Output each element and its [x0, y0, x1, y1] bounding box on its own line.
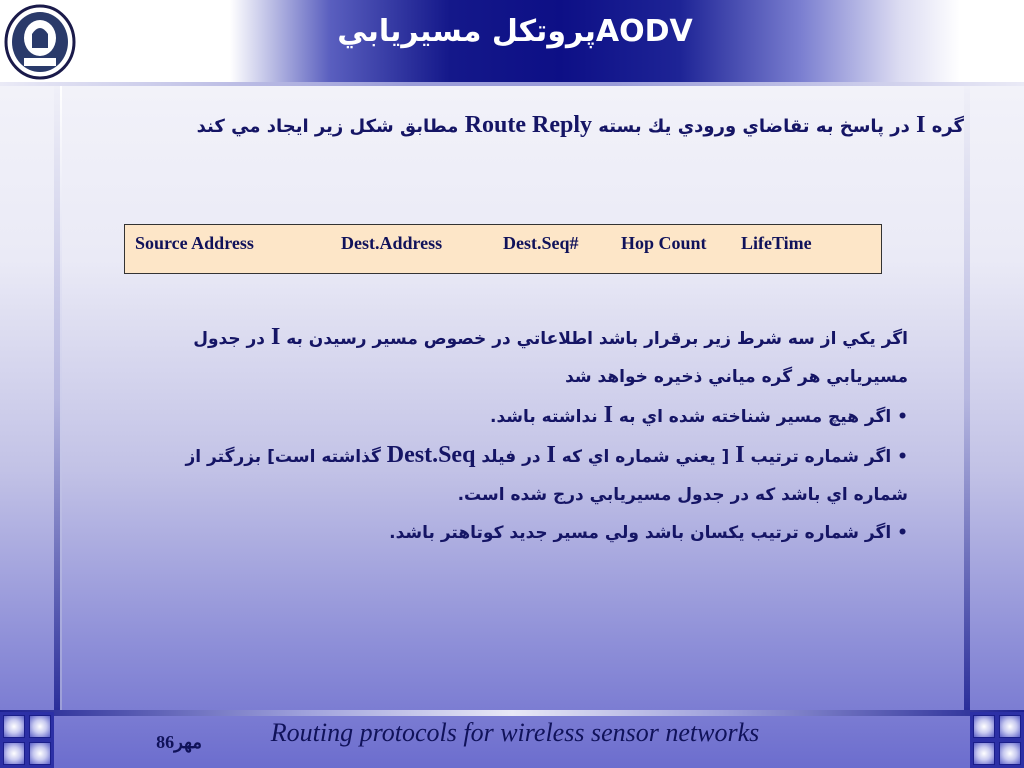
- intro-part3: مطابق شكل زير ايجاد مي كند: [196, 116, 465, 137]
- intro-part2: در پاسخ به تقاضاي ورودي يك بسته: [592, 116, 917, 137]
- bullet2-b: [ يعني شماره اي كه: [555, 447, 736, 467]
- ornament-tile: [999, 742, 1021, 765]
- para1-a: اگر يكي از سه شرط زير برقرار باشد اطلاعاتي در خصوص مسير رسيدن به: [280, 329, 908, 349]
- footer-page-number: مهر86: [156, 732, 202, 752]
- field-dest-address: Dest.Address: [341, 233, 443, 253]
- ornament-tile: [3, 715, 25, 738]
- route-reply-packet-format: [124, 224, 882, 274]
- field-lifetime: LifeTime: [741, 233, 812, 253]
- bullet1-a: • اگر هيچ مسير شناخته شده اي به: [612, 407, 908, 427]
- ornament-tile: [973, 742, 995, 765]
- bullet2-field: Dest.Seq: [386, 442, 476, 468]
- para1-i: I: [270, 324, 281, 350]
- ornament-tile: [3, 742, 25, 765]
- condition-intro: [148, 318, 908, 396]
- footer-title: Routing protocols for wireless sensor networks: [270, 718, 760, 747]
- field-dest-seq: Dest.Seq#: [503, 233, 579, 253]
- field-source-address: Source Address: [135, 233, 254, 253]
- intro-text: [150, 112, 964, 139]
- ornament-tile: [999, 715, 1021, 738]
- slide-title: AODVپروتکل مسيريابي: [337, 14, 693, 49]
- ornament-tile: [973, 715, 995, 738]
- footer-ornament-right: [970, 712, 1024, 768]
- intro-part1: گره: [925, 116, 964, 137]
- bullet-2: [148, 436, 908, 514]
- bullet-3: [148, 514, 908, 552]
- ornament-tile: [29, 715, 51, 738]
- university-emblem-icon: [4, 4, 76, 80]
- intro-packet-name: Route Reply: [464, 112, 593, 138]
- bullet-1: [148, 396, 908, 436]
- field-hop-count: Hop Count: [621, 233, 707, 253]
- bullet2-d: گذاشته است] بزرگتر از شماره اي باشد كه در جدول مسيريابي درج شده است.: [185, 447, 908, 505]
- bullet2-i: I: [735, 442, 745, 468]
- right-border-bar: [964, 86, 970, 710]
- para1-b: در جدول مسيريابي هر گره مياني ذخيره خواهد شد: [193, 329, 908, 387]
- header-divider: [0, 82, 1024, 86]
- header-band: [0, 0, 1024, 86]
- bullet2-i2: I: [546, 442, 556, 468]
- footer-ornament-left: [0, 712, 54, 768]
- left-border-highlight: [60, 86, 62, 710]
- body-text: [148, 318, 908, 552]
- intro-node-i: I: [916, 112, 926, 138]
- ornament-tile: [29, 742, 51, 765]
- bullet3-text: • اگر شماره ترتيب يكسان باشد ولي مسير جديد كوتاهتر باشد.: [389, 523, 908, 543]
- bullet2-c: در فيلد: [475, 447, 547, 467]
- bullet1-i: I: [603, 402, 613, 428]
- footer-divider: [0, 710, 1024, 716]
- bullet2-a: • اگر شماره ترتيب: [744, 447, 908, 467]
- bullet1-b: نداشته باشد.: [490, 407, 604, 427]
